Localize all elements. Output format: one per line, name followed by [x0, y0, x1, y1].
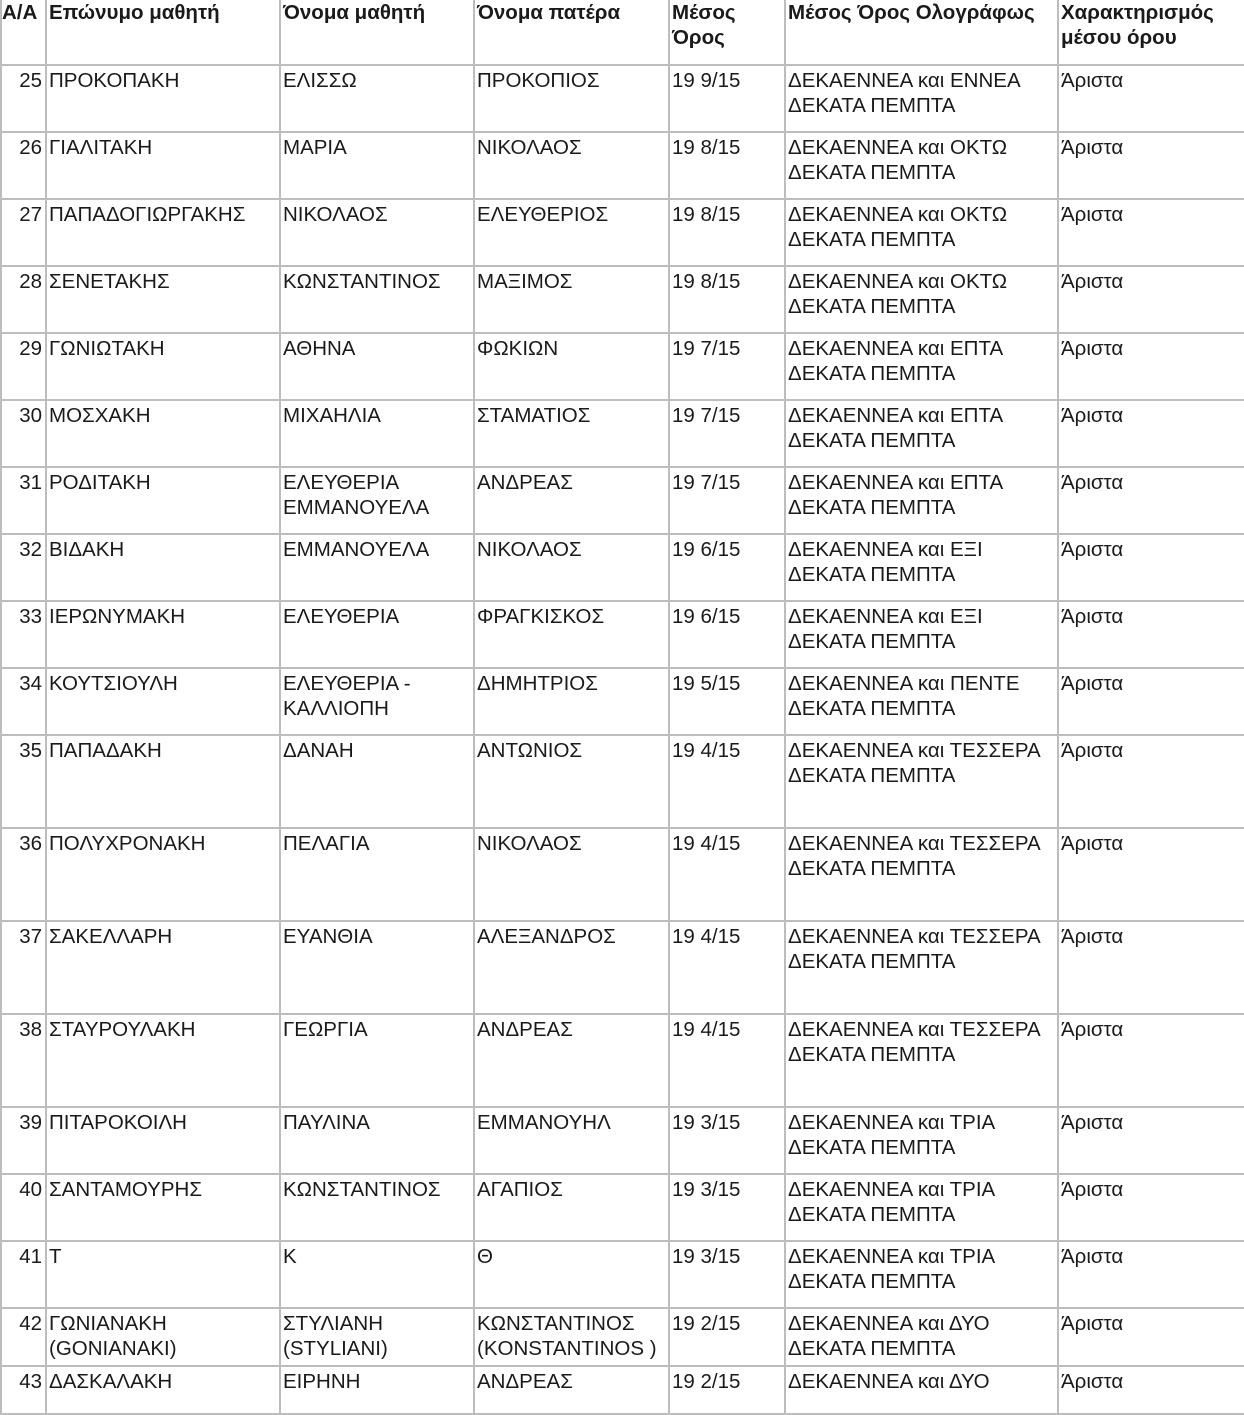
father-name: ΝΙΚΟΛΑΟΣ — [474, 534, 669, 601]
student-name: ΕΥΑΝΘΙΑ — [280, 921, 474, 1014]
average-grade: 19 8/15 — [669, 266, 785, 333]
header-average-in-words: Μέσος Όρος Ολογράφως — [785, 0, 1058, 65]
row-number: 39 — [1, 1107, 46, 1174]
father-name: ΣΤΑΜΑΤΙΟΣ — [474, 400, 669, 467]
student-surname: ΠΑΠΑΔΑΚΗ — [46, 735, 280, 828]
student-surname: ΓΩΝΙΑΝΑΚΗ (GONIANAKI) — [46, 1308, 280, 1366]
grade-characterization: Άριστα — [1058, 601, 1244, 668]
average-grade: 19 4/15 — [669, 921, 785, 1014]
average-grade: 19 3/15 — [669, 1241, 785, 1308]
father-name: ΑΝΔΡΕΑΣ — [474, 1366, 669, 1414]
student-name: ΠΕΛΑΓΙΑ — [280, 828, 474, 921]
student-surname: ΣΕΝΕΤΑΚΗΣ — [46, 266, 280, 333]
student-name: ΕΛΙΣΣΩ — [280, 65, 474, 132]
row-number: 26 — [1, 132, 46, 199]
header-characterization: Χαρακτηρισμός μέσου όρου — [1058, 0, 1244, 65]
father-name: Θ — [474, 1241, 669, 1308]
student-surname: ΣΤΑΥΡΟΥΛΑΚΗ — [46, 1014, 280, 1107]
row-number: 33 — [1, 601, 46, 668]
header-name: Όνομα μαθητή — [280, 0, 474, 65]
grade-characterization: Άριστα — [1058, 1014, 1244, 1107]
header-father: Όνομα πατέρα — [474, 0, 669, 65]
table-row — [1, 1174, 1244, 1241]
student-surname: ΠΡΟΚΟΠΑΚΗ — [46, 65, 280, 132]
student-name: ΕΛΕΥΘΕΡΙΑ ΕΜΜΑΝΟΥΕΛΑ — [280, 467, 474, 534]
average-in-words: ΔΕΚΑΕΝΝΕΑ και ΕΞΙ ΔΕΚΑΤΑ ΠΕΜΠΤΑ — [785, 534, 1058, 601]
table-row — [1, 333, 1244, 400]
grade-characterization: Άριστα — [1058, 828, 1244, 921]
father-name: ΔΗΜΗΤΡΙΟΣ — [474, 668, 669, 735]
average-grade: 19 7/15 — [669, 467, 785, 534]
average-grade: 19 8/15 — [669, 132, 785, 199]
average-in-words: ΔΕΚΑΕΝΝΕΑ και ΕΠΤΑ ΔΕΚΑΤΑ ΠΕΜΠΤΑ — [785, 333, 1058, 400]
average-in-words: ΔΕΚΑΕΝΝΕΑ και ΟΚΤΩ ΔΕΚΑΤΑ ΠΕΜΠΤΑ — [785, 266, 1058, 333]
student-surname: ΣΑΚΕΛΛΑΡΗ — [46, 921, 280, 1014]
student-surname: ΒΙΔΑΚΗ — [46, 534, 280, 601]
row-number: 30 — [1, 400, 46, 467]
header-surname: Επώνυμο μαθητή — [46, 0, 280, 65]
father-name: ΕΜΜΑΝΟΥΗΛ — [474, 1107, 669, 1174]
row-number: 37 — [1, 921, 46, 1014]
row-number: 27 — [1, 199, 46, 266]
row-number: 41 — [1, 1241, 46, 1308]
grade-characterization: Άριστα — [1058, 921, 1244, 1014]
average-in-words: ΔΕΚΑΕΝΝΕΑ και ΕΠΤΑ ΔΕΚΑΤΑ ΠΕΜΠΤΑ — [785, 467, 1058, 534]
grade-characterization: Άριστα — [1058, 1366, 1244, 1414]
student-name: ΔΑΝΑΗ — [280, 735, 474, 828]
grade-characterization: Άριστα — [1058, 400, 1244, 467]
average-in-words: ΔΕΚΑΕΝΝΕΑ και ΕΝΝΕΑ ΔΕΚΑΤΑ ΠΕΜΠΤΑ — [785, 65, 1058, 132]
student-surname: ΓΩΝΙΩΤΑΚΗ — [46, 333, 280, 400]
row-number: 43 — [1, 1366, 46, 1414]
table-row — [1, 668, 1244, 735]
row-number: 25 — [1, 65, 46, 132]
table-row — [1, 467, 1244, 534]
table-row — [1, 400, 1244, 467]
average-grade: 19 8/15 — [669, 199, 785, 266]
father-name: ΑΝΔΡΕΑΣ — [474, 467, 669, 534]
average-in-words: ΔΕΚΑΕΝΝΕΑ και ΤΡΙΑ ΔΕΚΑΤΑ ΠΕΜΠΤΑ — [785, 1241, 1058, 1308]
student-name: ΑΘΗΝΑ — [280, 333, 474, 400]
student-name: ΝΙΚΟΛΑΟΣ — [280, 199, 474, 266]
average-in-words: ΔΕΚΑΕΝΝΕΑ και ΟΚΤΩ ΔΕΚΑΤΑ ΠΕΜΠΤΑ — [785, 199, 1058, 266]
row-number: 31 — [1, 467, 46, 534]
table-row — [1, 132, 1244, 199]
student-surname: ΓΙΑΛΙΤΑΚΗ — [46, 132, 280, 199]
student-name: ΚΩΝΣΤΑΝΤΙΝΟΣ — [280, 266, 474, 333]
student-surname: ΙΕΡΩΝΥΜΑΚΗ — [46, 601, 280, 668]
student-name: ΣΤΥΛΙΑΝΗ (STYLIANI) — [280, 1308, 474, 1366]
student-surname: Τ — [46, 1241, 280, 1308]
father-name: ΦΡΑΓΚΙΣΚΟΣ — [474, 601, 669, 668]
average-in-words: ΔΕΚΑΕΝΝΕΑ και ΤΕΣΣΕΡΑ ΔΕΚΑΤΑ ΠΕΜΠΤΑ — [785, 1014, 1058, 1107]
table-row — [1, 534, 1244, 601]
average-grade: 19 4/15 — [669, 735, 785, 828]
header-average: Μέσος Όρος — [669, 0, 785, 65]
student-name: ΕΛΕΥΘΕΡΙΑ — [280, 601, 474, 668]
table-row — [1, 921, 1244, 1014]
row-number: 35 — [1, 735, 46, 828]
student-surname: ΡΟΔΙΤΑΚΗ — [46, 467, 280, 534]
table-row — [1, 1014, 1244, 1107]
row-number: 40 — [1, 1174, 46, 1241]
student-surname: ΠΟΛΥΧΡΟΝΑΚΗ — [46, 828, 280, 921]
row-number: 42 — [1, 1308, 46, 1366]
table-row — [1, 1241, 1244, 1308]
student-surname: ΠΙΤΑΡΟΚΟΙΛΗ — [46, 1107, 280, 1174]
student-name: Κ — [280, 1241, 474, 1308]
father-name: ΝΙΚΟΛΑΟΣ — [474, 828, 669, 921]
student-surname: ΠΑΠΑΔΟΓΙΩΡΓΑΚΗΣ — [46, 199, 280, 266]
father-name: ΚΩΝΣΤΑΝΤΙΝΟΣ (KONSTANTINOS ) — [474, 1308, 669, 1366]
average-in-words: ΔΕΚΑΕΝΝΕΑ και ΕΞΙ ΔΕΚΑΤΑ ΠΕΜΠΤΑ — [785, 601, 1058, 668]
average-in-words: ΔΕΚΑΕΝΝΕΑ και ΕΠΤΑ ΔΕΚΑΤΑ ΠΕΜΠΤΑ — [785, 400, 1058, 467]
table-row — [1, 266, 1244, 333]
table-row — [1, 199, 1244, 266]
student-surname: ΜΟΣΧΑΚΗ — [46, 400, 280, 467]
average-grade: 19 3/15 — [669, 1174, 785, 1241]
table-row — [1, 828, 1244, 921]
average-grade: 19 3/15 — [669, 1107, 785, 1174]
average-in-words: ΔΕΚΑΕΝΝΕΑ και ΔΥΟ — [785, 1366, 1058, 1414]
average-in-words: ΔΕΚΑΕΝΝΕΑ και ΤΕΣΣΕΡΑ ΔΕΚΑΤΑ ΠΕΜΠΤΑ — [785, 735, 1058, 828]
student-name: ΠΑΥΛΙΝΑ — [280, 1107, 474, 1174]
average-in-words: ΔΕΚΑΕΝΝΕΑ και ΟΚΤΩ ΔΕΚΑΤΑ ΠΕΜΠΤΑ — [785, 132, 1058, 199]
average-in-words: ΔΕΚΑΕΝΝΕΑ και ΔΥΟ ΔΕΚΑΤΑ ΠΕΜΠΤΑ — [785, 1308, 1058, 1366]
grade-characterization: Άριστα — [1058, 1241, 1244, 1308]
student-name: ΕΜΜΑΝΟΥΕΛΑ — [280, 534, 474, 601]
average-in-words: ΔΕΚΑΕΝΝΕΑ και ΤΡΙΑ ΔΕΚΑΤΑ ΠΕΜΠΤΑ — [785, 1107, 1058, 1174]
average-grade: 19 6/15 — [669, 534, 785, 601]
grade-characterization: Άριστα — [1058, 668, 1244, 735]
father-name: ΑΓΑΠΙΟΣ — [474, 1174, 669, 1241]
average-grade: 19 7/15 — [669, 400, 785, 467]
header-aa: Α/Α — [1, 0, 46, 65]
average-grade: 19 2/15 — [669, 1308, 785, 1366]
header-row — [1, 0, 1244, 65]
student-name: ΕΙΡΗΝΗ — [280, 1366, 474, 1414]
average-grade: 19 5/15 — [669, 668, 785, 735]
student-surname: ΚΟΥΤΣΙΟΥΛΗ — [46, 668, 280, 735]
table-row — [1, 1366, 1244, 1414]
grade-characterization: Άριστα — [1058, 1107, 1244, 1174]
grade-characterization: Άριστα — [1058, 132, 1244, 199]
student-name: ΜΙΧΑΗΛΙΑ — [280, 400, 474, 467]
student-surname: ΣΑΝΤΑΜΟΥΡΗΣ — [46, 1174, 280, 1241]
row-number: 34 — [1, 668, 46, 735]
average-grade: 19 9/15 — [669, 65, 785, 132]
row-number: 38 — [1, 1014, 46, 1107]
grade-characterization: Άριστα — [1058, 199, 1244, 266]
father-name: ΜΑΞΙΜΟΣ — [474, 266, 669, 333]
table-row — [1, 1107, 1244, 1174]
average-grade: 19 4/15 — [669, 1014, 785, 1107]
grade-characterization: Άριστα — [1058, 266, 1244, 333]
grade-characterization: Άριστα — [1058, 534, 1244, 601]
table-row — [1, 601, 1244, 668]
grade-characterization: Άριστα — [1058, 735, 1244, 828]
grade-characterization: Άριστα — [1058, 1174, 1244, 1241]
grade-characterization: Άριστα — [1058, 333, 1244, 400]
average-in-words: ΔΕΚΑΕΝΝΕΑ και ΤΕΣΣΕΡΑ ΔΕΚΑΤΑ ΠΕΜΠΤΑ — [785, 828, 1058, 921]
average-grade: 19 6/15 — [669, 601, 785, 668]
father-name: ΑΝΔΡΕΑΣ — [474, 1014, 669, 1107]
father-name: ΠΡΟΚΟΠΙΟΣ — [474, 65, 669, 132]
row-number: 36 — [1, 828, 46, 921]
average-in-words: ΔΕΚΑΕΝΝΕΑ και ΠΕΝΤΕ ΔΕΚΑΤΑ ΠΕΜΠΤΑ — [785, 668, 1058, 735]
table-row — [1, 1308, 1244, 1366]
father-name: ΑΛΕΞΑΝΔΡΟΣ — [474, 921, 669, 1014]
average-in-words: ΔΕΚΑΕΝΝΕΑ και ΤΕΣΣΕΡΑ ΔΕΚΑΤΑ ΠΕΜΠΤΑ — [785, 921, 1058, 1014]
average-in-words: ΔΕΚΑΕΝΝΕΑ και ΤΡΙΑ ΔΕΚΑΤΑ ΠΕΜΠΤΑ — [785, 1174, 1058, 1241]
row-number: 28 — [1, 266, 46, 333]
father-name: ΕΛΕΥΘΕΡΙΟΣ — [474, 199, 669, 266]
grade-characterization: Άριστα — [1058, 65, 1244, 132]
grade-characterization: Άριστα — [1058, 1308, 1244, 1366]
student-name: ΓΕΩΡΓΙΑ — [280, 1014, 474, 1107]
father-name: ΝΙΚΟΛΑΟΣ — [474, 132, 669, 199]
average-grade: 19 7/15 — [669, 333, 785, 400]
row-number: 29 — [1, 333, 46, 400]
table-row — [1, 65, 1244, 132]
table-row — [1, 735, 1244, 828]
student-name: ΚΩΝΣΤΑΝΤΙΝΟΣ — [280, 1174, 474, 1241]
student-surname: ΔΑΣΚΑΛΑΚΗ — [46, 1366, 280, 1414]
grade-characterization: Άριστα — [1058, 467, 1244, 534]
father-name: ΦΩΚΙΩΝ — [474, 333, 669, 400]
father-name: ΑΝΤΩΝΙΟΣ — [474, 735, 669, 828]
row-number: 32 — [1, 534, 46, 601]
average-grade: 19 2/15 — [669, 1366, 785, 1414]
student-name: ΕΛΕΥΘΕΡΙΑ - ΚΑΛΛΙΟΠΗ — [280, 668, 474, 735]
student-name: ΜΑΡΙΑ — [280, 132, 474, 199]
average-grade: 19 4/15 — [669, 828, 785, 921]
